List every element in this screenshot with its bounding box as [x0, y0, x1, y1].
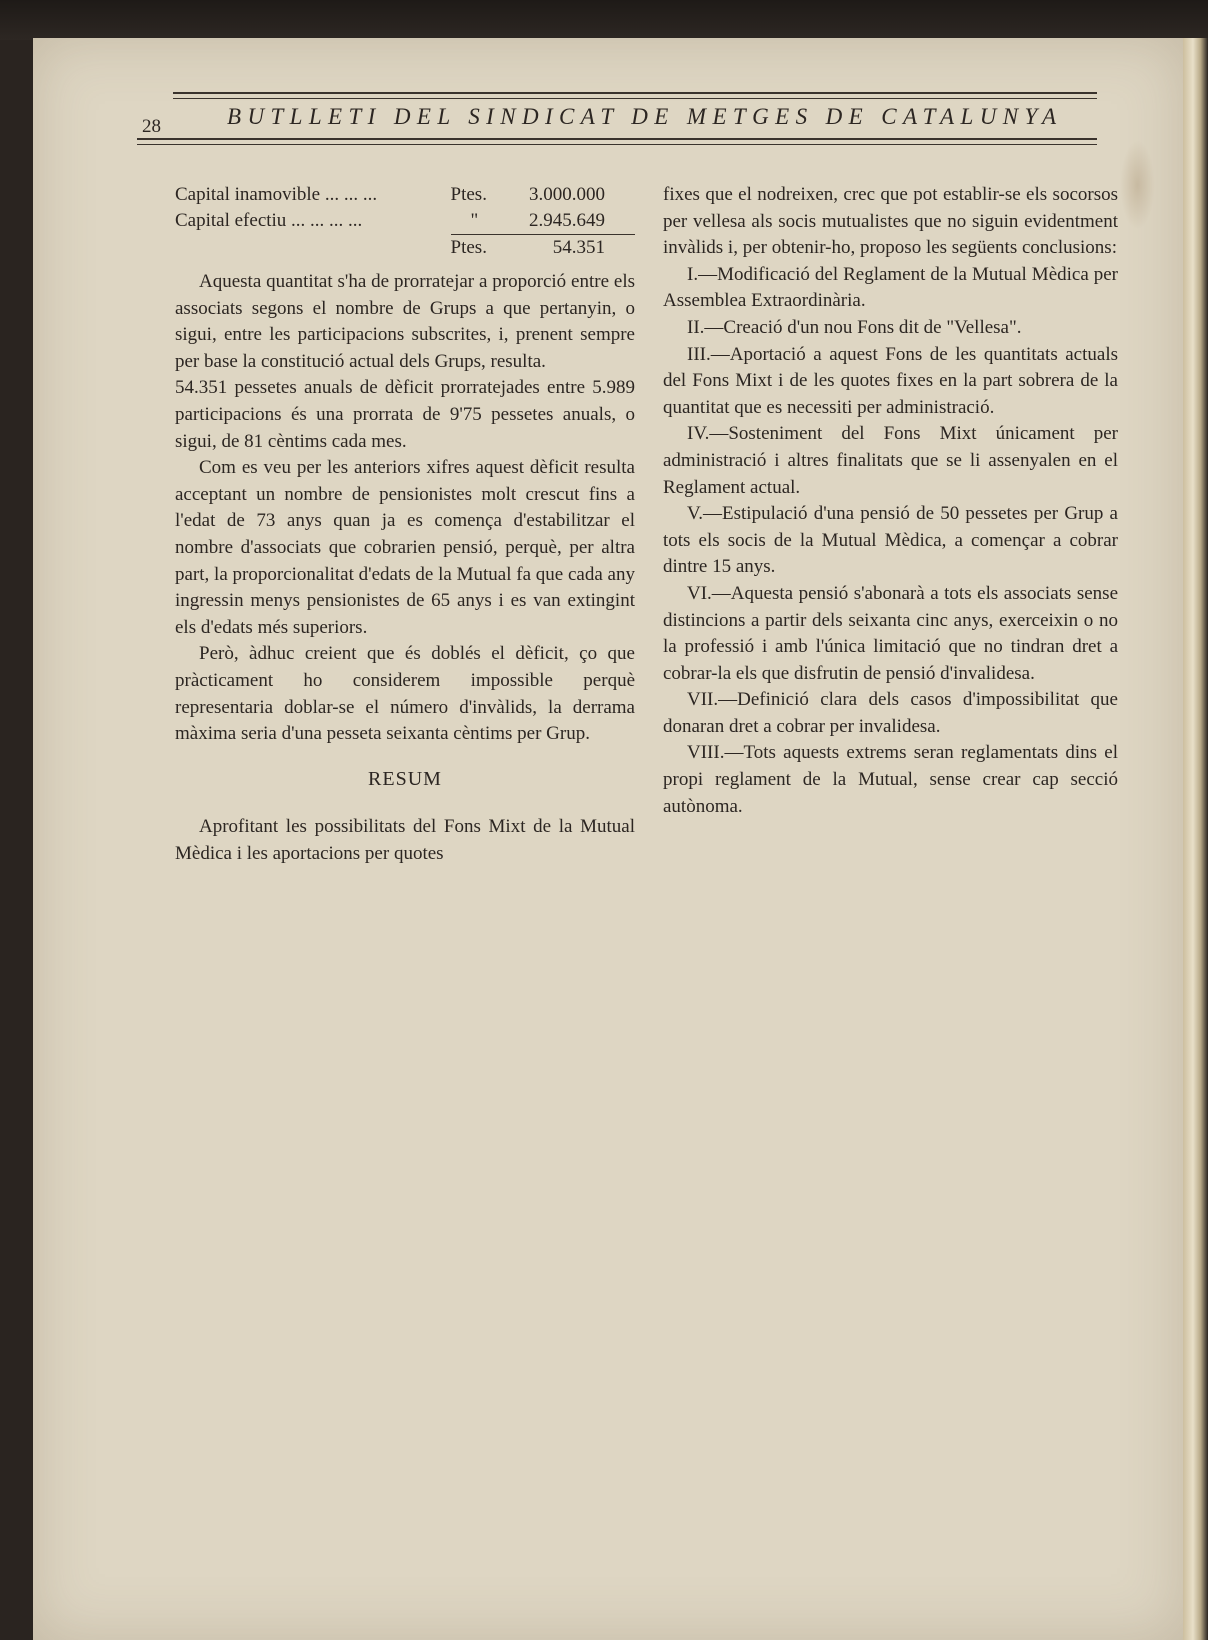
row-unit: Ptes. [450, 184, 487, 205]
paper-stain [1120, 140, 1155, 230]
scan-background [0, 0, 1208, 40]
table-total-row [175, 235, 635, 262]
header-rule [137, 138, 1097, 140]
paragraph: 54.351 pessetes anuals de dèficit prorratejades entre 5.989 participacions és una prorrata de 9'75 pessetes anuals, o sigui, de 81 cèntims cada mes. [175, 377, 635, 452]
paragraph: Com es veu per les anteriors xifres aquest dèficit resulta acceptant un nombre de pensionistes molt crescut fins a l'edat de 73 anys quan ja es comença d'estabilitzar el nombre d'associats que cobrarien pensió, perquè, per altra part, la proporcionalitat d'edats de la Mutual fa que cada any ingressin menys pensionistes de 65 anys i es van extingint els d'edats més superiors. [175, 457, 635, 638]
total-amount: 54.351 [529, 235, 635, 262]
row-amount: 2.945.649 [529, 210, 605, 231]
section-heading: RESUM [368, 767, 442, 790]
right-column [663, 182, 1118, 820]
conclusion-item: VI.—Aquesta pensió s'abonarà a tots els associats sense distincions a partir dels seixanta cinc anys, exerceixin o no la professió i amb l'única limitació que no tindran dret a cobrar-la els que disfrutin de pensió d'invalidesa. [663, 582, 1118, 684]
running-header [137, 92, 1097, 156]
left-column [175, 182, 635, 867]
table-row [175, 208, 635, 235]
row-label: Capital inamovible ... ... ... [175, 184, 378, 205]
page-number: 28 [142, 116, 161, 137]
paragraph: Però, àdhuc creient que és doblés el dèficit, ço que pràcticament ho considerem impossible perquè representaria doblar-se el número d'invàlids, la derrama màxima seria d'una pesseta seixanta cèntims per Grup. [175, 643, 635, 745]
conclusion-item: IV.—Sosteniment del Fons Mixt únicament per administració i altres finalitats que se li assenyalen en el Reglament actual. [663, 423, 1118, 498]
header-rule [173, 98, 1097, 99]
table-row [175, 182, 635, 208]
page-edge [1183, 38, 1208, 1640]
row-unit: " [470, 210, 479, 231]
conclusion-item: VIII.—Tots aquests extrems seran reglamentats dins el propi reglament de la Mutual, sense crear cap secció autònoma. [663, 742, 1118, 817]
paragraph: Aprofitant les possibilitats del Fons Mixt de la Mutual Mèdica i les aportacions per quotes [175, 816, 635, 864]
capital-table [175, 182, 635, 261]
row-amount: 3.000.000 [529, 184, 605, 205]
conclusion-item: II.—Creació d'un nou Fons dit de "Vellesa". [687, 316, 1022, 338]
paragraph: fixes que el nodreixen, crec que pot establir-se els socorsos per vellesa als socis mutualistes que no siguin evidentment invàlids i, per obtenir-ho, proposo les següents conclusions: [663, 184, 1118, 259]
conclusion-item: I.—Modificació del Reglament de la Mutual Mèdica per Assemblea Extraordinària. [663, 263, 1118, 312]
conclusion-item: III.—Aportació a aquest Fons de les quantitats actuals del Fons Mixt i de les quotes fixes en la part sobrera de la quantitat que es necessiti per administració. [663, 343, 1118, 418]
header-rule [137, 144, 1097, 145]
row-label: Capital efectiu ... ... ... ... [175, 210, 363, 232]
conclusion-item: V.—Estipulació d'una pensió de 50 pessetes per Grup a tots els socis de la Mutual Mèdica, a començar a cobrar dintre 15 anys. [663, 503, 1118, 578]
journal-title: BUTLLETI DEL SINDICAT DE METGES DE CATALUNYA [227, 104, 1063, 129]
paragraph: Aquesta quantitat s'ha de prorratejar a proporció entre els associats segons el nombre de Grups a que pertanyin, o sigui, entre les participacions subscrites, i, prenent sempre per base la constitució actual dels Grups, resulta. [175, 271, 635, 372]
total-unit: Ptes. [451, 235, 529, 262]
header-rule [173, 92, 1097, 94]
conclusion-item: VII.—Definició clara dels casos d'impossibilitat que donaran dret a cobrar per invalidesa. [663, 689, 1118, 737]
